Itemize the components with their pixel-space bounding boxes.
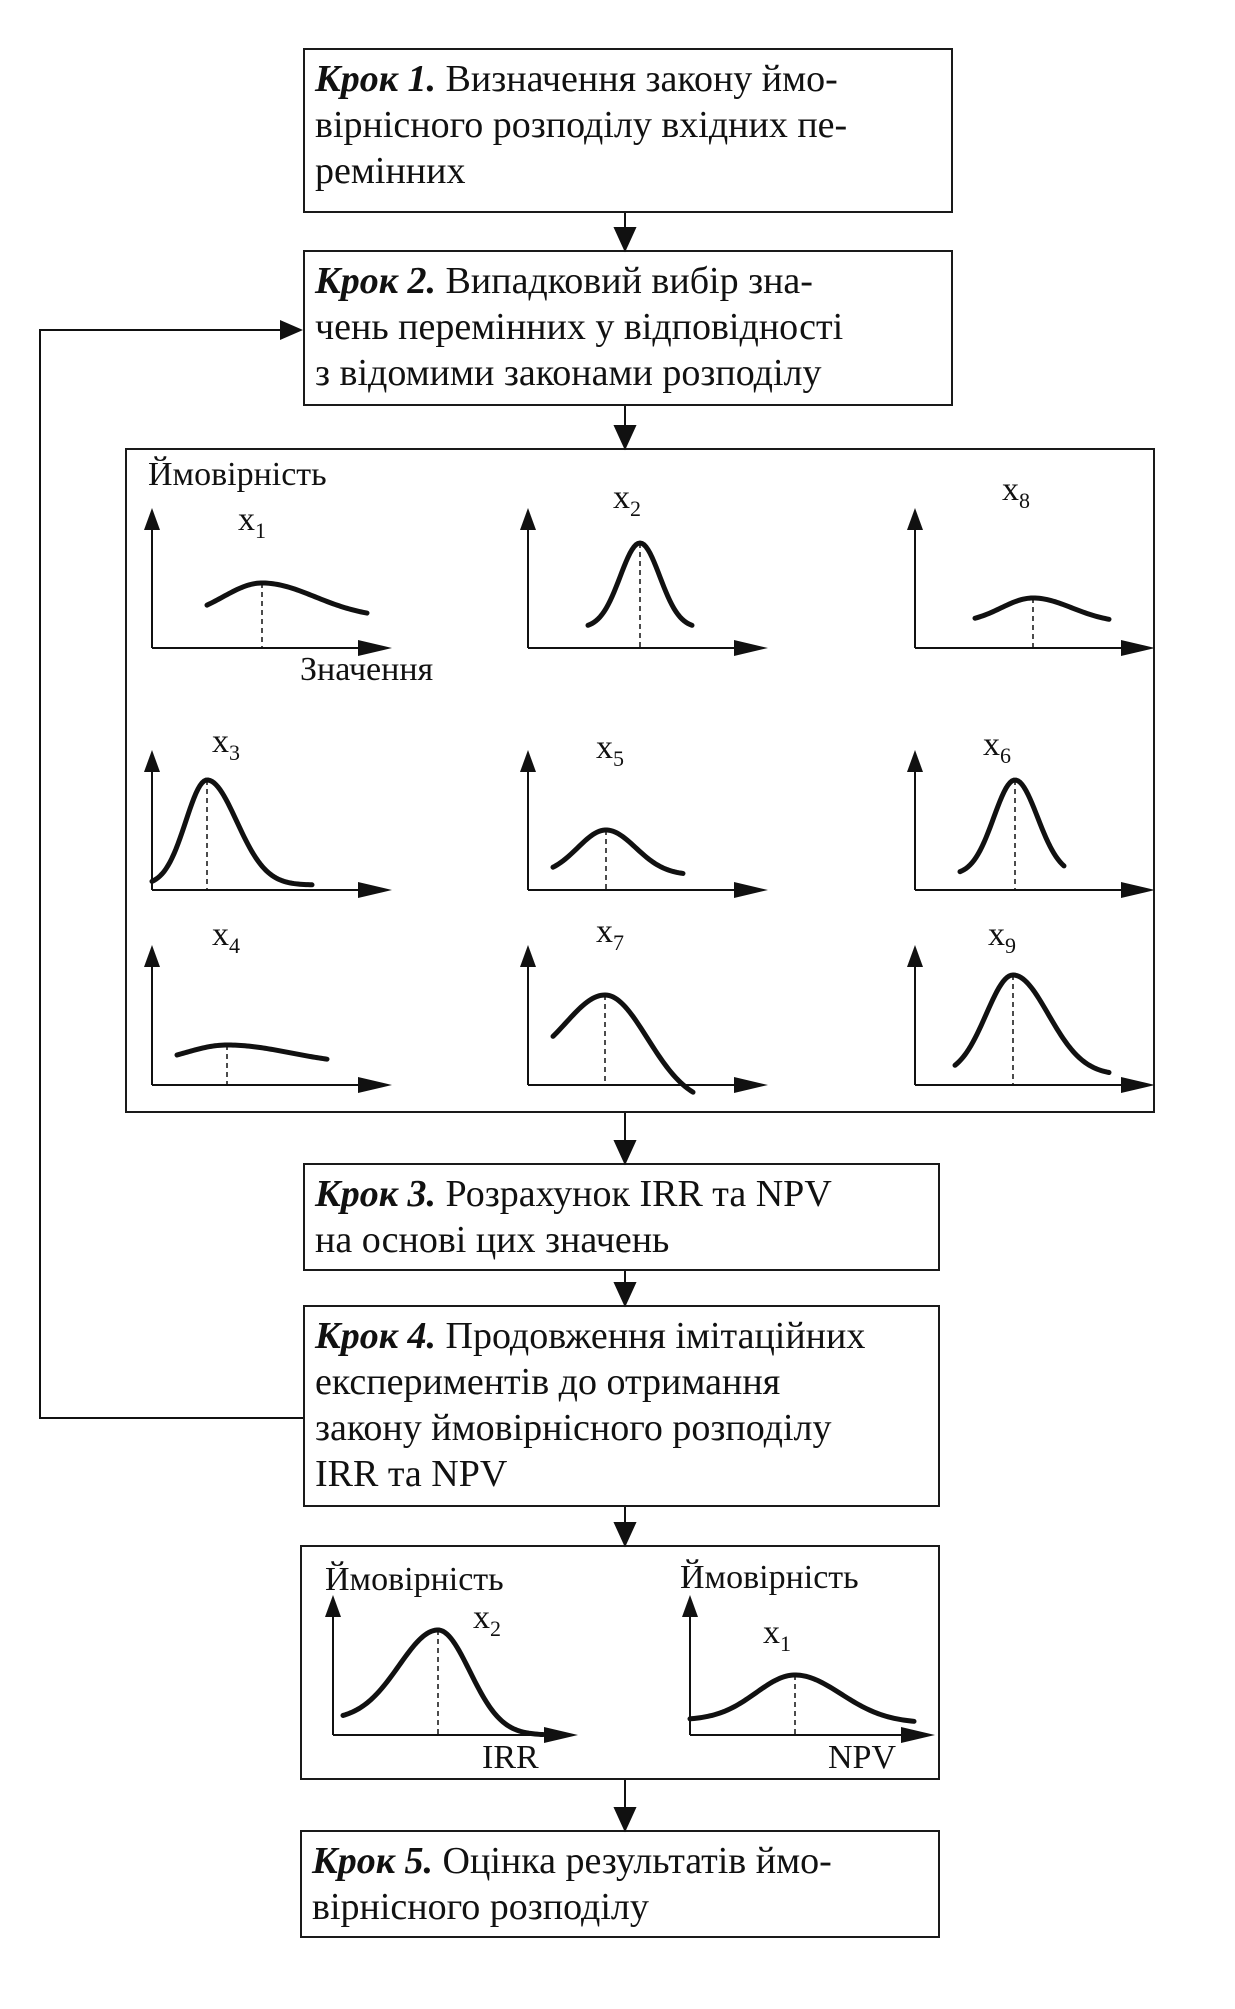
sim-chart-6	[907, 750, 1155, 898]
sim-chart-5-x-arrow	[734, 882, 768, 898]
arrow-step4-results-head	[615, 1523, 635, 1545]
step-5-prefix: Крок 5.	[312, 1840, 434, 1882]
step-5-line-1: Оцінка результатів ймо-	[442, 1840, 832, 1882]
npv-y-axis-label: Ймовірність	[680, 1559, 859, 1596]
sim-chart-7	[144, 945, 392, 1093]
sim-x-axis-label: Значення	[300, 651, 434, 688]
irr-x-axis-label: IRR	[482, 1739, 539, 1776]
sim-chart-7-y-arrow	[144, 945, 160, 967]
sim-chart-4-curve	[152, 780, 312, 885]
sim-chart-6-curve	[960, 780, 1064, 872]
sim-var-label-6: $x_6$	[983, 726, 1011, 768]
sim-chart-6-x-arrow	[1121, 882, 1155, 898]
sim-chart-5	[520, 750, 768, 898]
sim-chart-5-curve	[553, 830, 683, 873]
sim-chart-4-y-arrow	[144, 750, 160, 772]
sim-var-label-5: $x_5$	[596, 729, 624, 771]
step-4-line-2: експериментів до отримання	[315, 1361, 781, 1403]
sim-chart-4	[144, 750, 392, 898]
step-3-prefix: Крок 3.	[315, 1173, 437, 1215]
feedback-loop	[40, 330, 303, 1418]
step-1-prefix: Крок 1.	[315, 58, 437, 100]
sim-chart-2-y-arrow	[520, 508, 536, 530]
irr-y-axis-label: Ймовірність	[325, 1561, 504, 1598]
sim-chart-1-curve	[207, 583, 367, 613]
sim-chart-9-curve	[955, 975, 1109, 1072]
arrow-results-step5-head	[615, 1808, 635, 1830]
sim-chart-8-y-arrow	[520, 945, 536, 967]
step-1-line-3: ремінних	[315, 150, 466, 192]
sim-chart-8-curve	[553, 995, 693, 1092]
step-3-line-2: на основі цих значень	[315, 1219, 670, 1261]
sim-chart-7-x-arrow	[358, 1077, 392, 1093]
sim-var-label-3: $x_8$	[1002, 471, 1030, 513]
sim-chart-3-curve	[975, 598, 1109, 619]
npv-chart	[682, 1595, 935, 1743]
sim-var-label-9: $x_9$	[988, 916, 1016, 958]
step-4-line-1: Продовження імітаційних	[445, 1315, 866, 1357]
irr-chart	[325, 1595, 578, 1743]
sim-chart-3-y-arrow	[907, 508, 923, 530]
sim-chart-5-y-arrow	[520, 750, 536, 772]
step-1-line-2: вірнісного розподілу вхідних пе-	[315, 104, 848, 146]
step-4-prefix: Крок 4.	[315, 1315, 437, 1357]
npv-chart-curve	[690, 1675, 914, 1721]
irr-chart-y-arrow	[325, 1595, 341, 1617]
step-2-line-3: з відомими законами розподілу	[315, 352, 822, 394]
step-4-line-3: закону ймовірнісного розподілу	[315, 1407, 832, 1449]
sim-chart-9-x-arrow	[1121, 1077, 1155, 1093]
sim-var-label-1: $x_1$	[238, 501, 266, 543]
sim-var-label-7: $x_4$	[212, 916, 240, 958]
sim-chart-3-x-arrow	[1121, 640, 1155, 656]
sim-chart-2-x-arrow	[734, 640, 768, 656]
sim-var-label-4: $x_3$	[212, 723, 240, 765]
feedback-loop-head	[280, 320, 303, 340]
sim-var-label-2: $x_2$	[613, 479, 641, 521]
step-2-line-1: Випадковий вибір зна-	[445, 260, 813, 302]
step-2-prefix: Крок 2.	[315, 260, 437, 302]
sim-chart-8	[520, 945, 768, 1093]
npv-chart-y-arrow	[682, 1595, 698, 1617]
sim-chart-2	[520, 508, 768, 656]
step-4-line-4: IRR та NPV	[315, 1453, 508, 1495]
sim-chart-3	[907, 508, 1155, 656]
step-1-line-1: Визначення закону ймо-	[445, 58, 838, 100]
npv-chart-x-arrow	[901, 1727, 935, 1743]
sim-chart-7-curve	[177, 1045, 327, 1059]
irr-var-label: $x_2$	[473, 1599, 501, 1641]
sim-var-label-8: $x_7$	[596, 913, 624, 955]
npv-var-label: $x_1$	[763, 1614, 791, 1656]
sim-chart-4-x-arrow	[358, 882, 392, 898]
arrow-step1-step2-head	[615, 228, 635, 250]
sim-chart-1	[144, 508, 392, 656]
npv-x-axis-label: NPV	[828, 1739, 897, 1776]
irr-chart-curve	[343, 1630, 543, 1735]
sim-chart-6-y-arrow	[907, 750, 923, 772]
sim-chart-1-y-arrow	[144, 508, 160, 530]
sim-chart-9-y-arrow	[907, 945, 923, 967]
arrow-panel-step3-head	[615, 1141, 635, 1163]
arrow-step3-step4-head	[615, 1283, 635, 1305]
arrow-step2-panel-head	[615, 426, 635, 448]
sim-y-axis-label: Ймовірність	[148, 456, 327, 493]
step-5-line-2: вірнісного розподілу	[312, 1886, 649, 1928]
sim-chart-8-x-arrow	[734, 1077, 768, 1093]
step-3-line-1: Розрахунок IRR та NPV	[445, 1173, 832, 1215]
step-2-line-2: чень перемінних у відповідності	[315, 306, 844, 348]
irr-chart-x-arrow	[544, 1727, 578, 1743]
sim-chart-9	[907, 945, 1155, 1093]
